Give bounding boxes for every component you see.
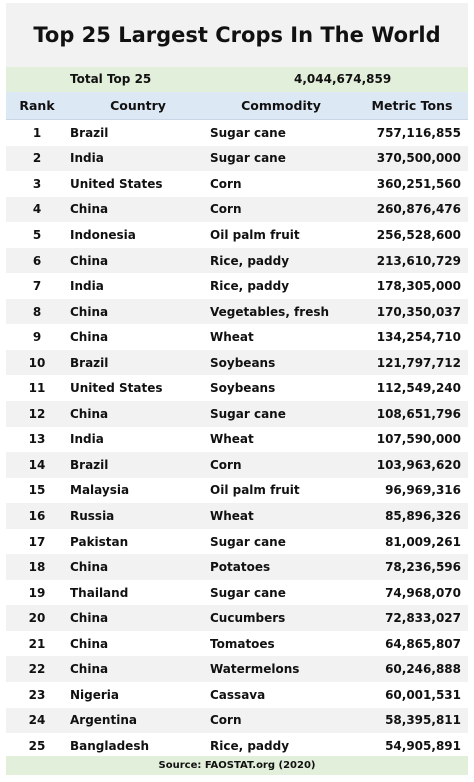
commodity-cell: Sugar cane [210, 406, 286, 421]
rank-cell: 6 [32, 253, 42, 268]
table-row [6, 401, 468, 427]
country-cell: India [70, 432, 104, 447]
commodity-cell: Soybeans [210, 381, 276, 396]
rank-cell: 19 [28, 585, 46, 600]
table-row [6, 529, 468, 555]
commodity-cell: Wheat [210, 330, 254, 345]
source-note: Source: FAOSTAT.org (2020) [6, 756, 468, 775]
metric-tons-cell: 108,651,796 [376, 406, 461, 421]
commodity-cell: Oil palm fruit [210, 483, 300, 498]
page-title: Top 25 Largest Crops In The World [6, 3, 468, 67]
table-row [6, 656, 468, 682]
commodity-cell: Cassava [210, 687, 266, 702]
table-row [6, 708, 468, 734]
rank-cell: 5 [32, 227, 42, 242]
commodity-cell: Wheat [210, 508, 254, 523]
rank-cell: 25 [28, 738, 46, 753]
country-cell: Malaysia [70, 483, 130, 498]
commodity-cell: Potatoes [210, 560, 271, 575]
metric-tons-cell: 64,865,807 [385, 636, 461, 651]
commodity-cell: Corn [210, 457, 242, 472]
commodity-cell: Rice, paddy [210, 279, 290, 294]
rank-cell: 20 [28, 611, 46, 626]
country-cell: United States [70, 176, 163, 191]
table-row [6, 171, 468, 197]
country-cell: Russia [70, 508, 115, 523]
rank-cell: 24 [28, 713, 46, 728]
commodity-cell: Sugar cane [210, 534, 286, 549]
total-row [6, 67, 468, 92]
rank-cell: 4 [32, 202, 42, 217]
commodity-cell: Watermelons [210, 662, 300, 677]
table-row [6, 452, 468, 478]
country-cell: Nigeria [70, 687, 120, 702]
total-label: Total Top 25 [70, 72, 152, 86]
country-cell: China [70, 560, 109, 575]
table-row [6, 733, 468, 759]
table-row [6, 324, 468, 350]
table-row [6, 682, 468, 708]
rank-cell: 23 [28, 687, 46, 702]
country-cell: Indonesia [70, 227, 136, 242]
header-rank: Rank [19, 98, 55, 113]
metric-tons-cell: 85,896,326 [385, 508, 461, 523]
header-country: Country [110, 98, 166, 113]
metric-tons-cell: 256,528,600 [376, 227, 461, 242]
country-cell: United States [70, 381, 163, 396]
country-cell: India [70, 151, 104, 166]
commodity-cell: Sugar cane [210, 585, 286, 600]
table-row [6, 222, 468, 248]
header-metric-tons: Metric Tons [371, 98, 453, 113]
rank-cell: 15 [28, 483, 46, 498]
metric-tons-cell: 360,251,560 [376, 176, 461, 191]
table-row [6, 580, 468, 606]
country-cell: Brazil [70, 125, 109, 140]
table-row [6, 299, 468, 325]
metric-tons-cell: 78,236,596 [385, 560, 461, 575]
commodity-cell: Sugar cane [210, 151, 286, 166]
rank-cell: 3 [32, 176, 42, 191]
commodity-cell: Soybeans [210, 355, 276, 370]
country-cell: Argentina [70, 713, 137, 728]
rank-cell: 8 [32, 304, 42, 319]
rank-cell: 14 [28, 457, 46, 472]
rank-cell: 10 [28, 355, 46, 370]
commodity-cell: Corn [210, 713, 242, 728]
rank-cell: 22 [28, 662, 46, 677]
table-row [6, 631, 468, 657]
country-cell: Bangladesh [70, 738, 150, 753]
metric-tons-cell: 121,797,712 [376, 355, 461, 370]
rank-cell: 7 [32, 279, 42, 294]
metric-tons-cell: 107,590,000 [376, 432, 461, 447]
table-row [6, 375, 468, 401]
commodity-cell: Sugar cane [210, 125, 286, 140]
country-cell: Brazil [70, 457, 109, 472]
table-row [6, 248, 468, 274]
country-cell: China [70, 662, 109, 677]
commodity-cell: Vegetables, fresh [210, 304, 330, 319]
commodity-cell: Rice, paddy [210, 738, 290, 753]
rank-cell: 12 [28, 406, 46, 421]
rank-cell: 21 [28, 636, 46, 651]
table-row [6, 273, 468, 299]
metric-tons-cell: 370,500,000 [376, 151, 461, 166]
metric-tons-cell: 134,254,710 [376, 330, 461, 345]
commodity-cell: Cucumbers [210, 611, 286, 626]
commodity-cell: Corn [210, 202, 242, 217]
metric-tons-cell: 96,969,316 [385, 483, 461, 498]
metric-tons-cell: 213,610,729 [376, 253, 461, 268]
rank-cell: 1 [32, 125, 42, 140]
country-cell: China [70, 611, 109, 626]
metric-tons-cell: 60,001,531 [385, 687, 461, 702]
rank-cell: 13 [28, 432, 46, 447]
commodity-cell: Oil palm fruit [210, 227, 300, 242]
metric-tons-cell: 260,876,476 [376, 202, 461, 217]
rank-cell: 11 [28, 381, 46, 396]
metric-tons-cell: 178,305,000 [376, 279, 461, 294]
country-cell: China [70, 202, 109, 217]
table-header [6, 92, 468, 120]
table-row [6, 605, 468, 631]
metric-tons-cell: 74,968,070 [385, 585, 461, 600]
metric-tons-cell: 103,963,620 [376, 457, 461, 472]
total-value: 4,044,674,859 [294, 72, 392, 86]
table-row [6, 120, 468, 146]
rank-cell: 2 [32, 151, 42, 166]
table-row [6, 503, 468, 529]
table-row [6, 427, 468, 453]
metric-tons-cell: 757,116,855 [376, 125, 461, 140]
metric-tons-cell: 58,395,811 [385, 713, 461, 728]
metric-tons-cell: 81,009,261 [385, 534, 461, 549]
table-row [6, 197, 468, 223]
country-cell: China [70, 304, 109, 319]
rank-cell: 18 [28, 560, 46, 575]
metric-tons-cell: 60,246,888 [385, 662, 461, 677]
commodity-cell: Tomatoes [210, 636, 275, 651]
country-cell: Thailand [70, 585, 129, 600]
header-commodity: Commodity [241, 98, 321, 113]
table-row [6, 146, 468, 172]
table-row [6, 350, 468, 376]
country-cell: India [70, 279, 104, 294]
country-cell: Brazil [70, 355, 109, 370]
country-cell: Pakistan [70, 534, 129, 549]
table-row [6, 554, 468, 580]
metric-tons-cell: 54,905,891 [385, 738, 461, 753]
country-cell: China [70, 330, 109, 345]
commodity-cell: Rice, paddy [210, 253, 290, 268]
table-body [6, 120, 468, 759]
rank-cell: 17 [28, 534, 46, 549]
country-cell: China [70, 253, 109, 268]
commodity-cell: Wheat [210, 432, 254, 447]
rank-cell: 16 [28, 508, 46, 523]
metric-tons-cell: 170,350,037 [376, 304, 461, 319]
country-cell: China [70, 406, 109, 421]
metric-tons-cell: 72,833,027 [385, 611, 461, 626]
country-cell: China [70, 636, 109, 651]
rank-cell: 9 [32, 330, 42, 345]
table-row [6, 478, 468, 504]
commodity-cell: Corn [210, 176, 242, 191]
metric-tons-cell: 112,549,240 [376, 381, 461, 396]
